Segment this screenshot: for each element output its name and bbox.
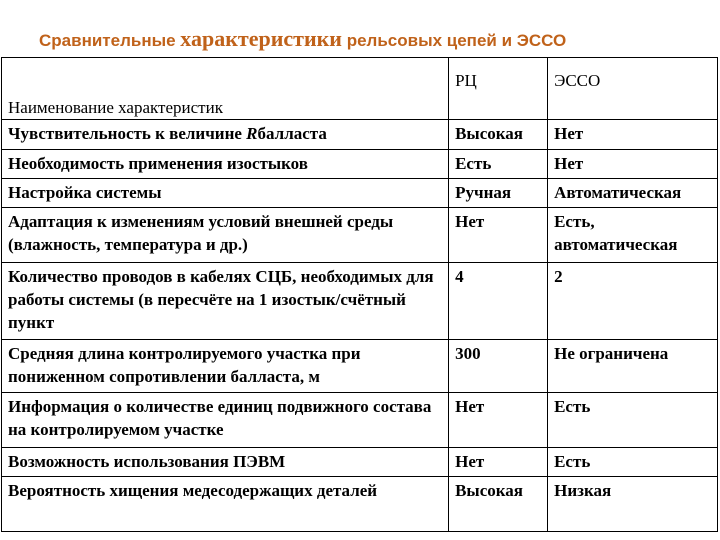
- row-rc-cell: Высокая: [449, 120, 548, 150]
- row-name: Чувствительность к величине Rбалласта: [8, 124, 327, 143]
- header-cell-name: [2, 58, 449, 120]
- table-row: [2, 393, 718, 448]
- row-name-cell: [2, 120, 449, 150]
- page-title: [39, 26, 699, 52]
- row-esso-cell: Есть: [548, 393, 718, 448]
- row-esso-cell: Есть, автоматическая: [548, 208, 718, 263]
- row-name-cell: Возможность использования ПЭВМ: [2, 448, 449, 477]
- header-cell-esso: [548, 58, 718, 120]
- row-rc-cell: Ручная: [449, 179, 548, 208]
- row-rc-cell: 300: [449, 340, 548, 393]
- table-row: [2, 179, 718, 208]
- row-name-cell: Информация о количестве единиц подвижного состава на контролируемом участке: [2, 393, 449, 448]
- row-esso-cell: Низкая: [548, 477, 718, 532]
- table-row: [2, 150, 718, 179]
- row-esso-cell: 2: [548, 263, 718, 340]
- title-part-3: рельсовых цепей и ЭССО: [341, 31, 567, 50]
- row-esso-cell: Есть: [548, 448, 718, 477]
- table-row: [2, 208, 718, 263]
- row-esso-cell: Нет: [548, 120, 718, 150]
- header-cell-rc: [449, 58, 548, 120]
- comparison-table: [1, 57, 718, 532]
- table-header-row: [2, 58, 718, 120]
- row-name-cell: Настройка системы: [2, 179, 449, 208]
- table-row: [2, 477, 718, 532]
- header-esso-label: ЭССО: [554, 71, 601, 90]
- row-esso-cell: Автоматическая: [548, 179, 718, 208]
- row-rc-cell: 4: [449, 263, 548, 340]
- title-part-2: характеристики: [180, 26, 342, 51]
- row-name-cell: Адаптация к изменениям условий внешней среды (влажность, температура и др.): [2, 208, 449, 263]
- row-name-cell: Количество проводов в кабелях СЦБ, необходимых для работы системы (в пересчёте на 1 изостык/счётный пункт: [2, 263, 449, 340]
- table-row: [2, 120, 718, 150]
- row-rc-cell: Нет: [449, 393, 548, 448]
- table-row: [2, 340, 718, 393]
- header-name-label: Наименование характеристик: [8, 98, 223, 117]
- r-symbol: R: [246, 124, 258, 143]
- row-esso-cell: Нет: [548, 150, 718, 179]
- row-esso-cell: Не ограничена: [548, 340, 718, 393]
- row-name-cell: Средняя длина контролируемого участка при пониженном сопротивлении балласта, м: [2, 340, 449, 393]
- row-rc-cell: Нет: [449, 448, 548, 477]
- row-rc-cell: Есть: [449, 150, 548, 179]
- table-row: [2, 448, 718, 477]
- row-name-cell: Вероятность хищения медесодержащих деталей: [2, 477, 449, 532]
- title-part-1: Сравнительные: [39, 31, 181, 50]
- table-row: [2, 263, 718, 340]
- row-name-cell: Необходимость применения изостыков: [2, 150, 449, 179]
- row-rc-cell: Нет: [449, 208, 548, 263]
- row-rc-cell: Высокая: [449, 477, 548, 532]
- header-rc-label: РЦ: [455, 71, 477, 90]
